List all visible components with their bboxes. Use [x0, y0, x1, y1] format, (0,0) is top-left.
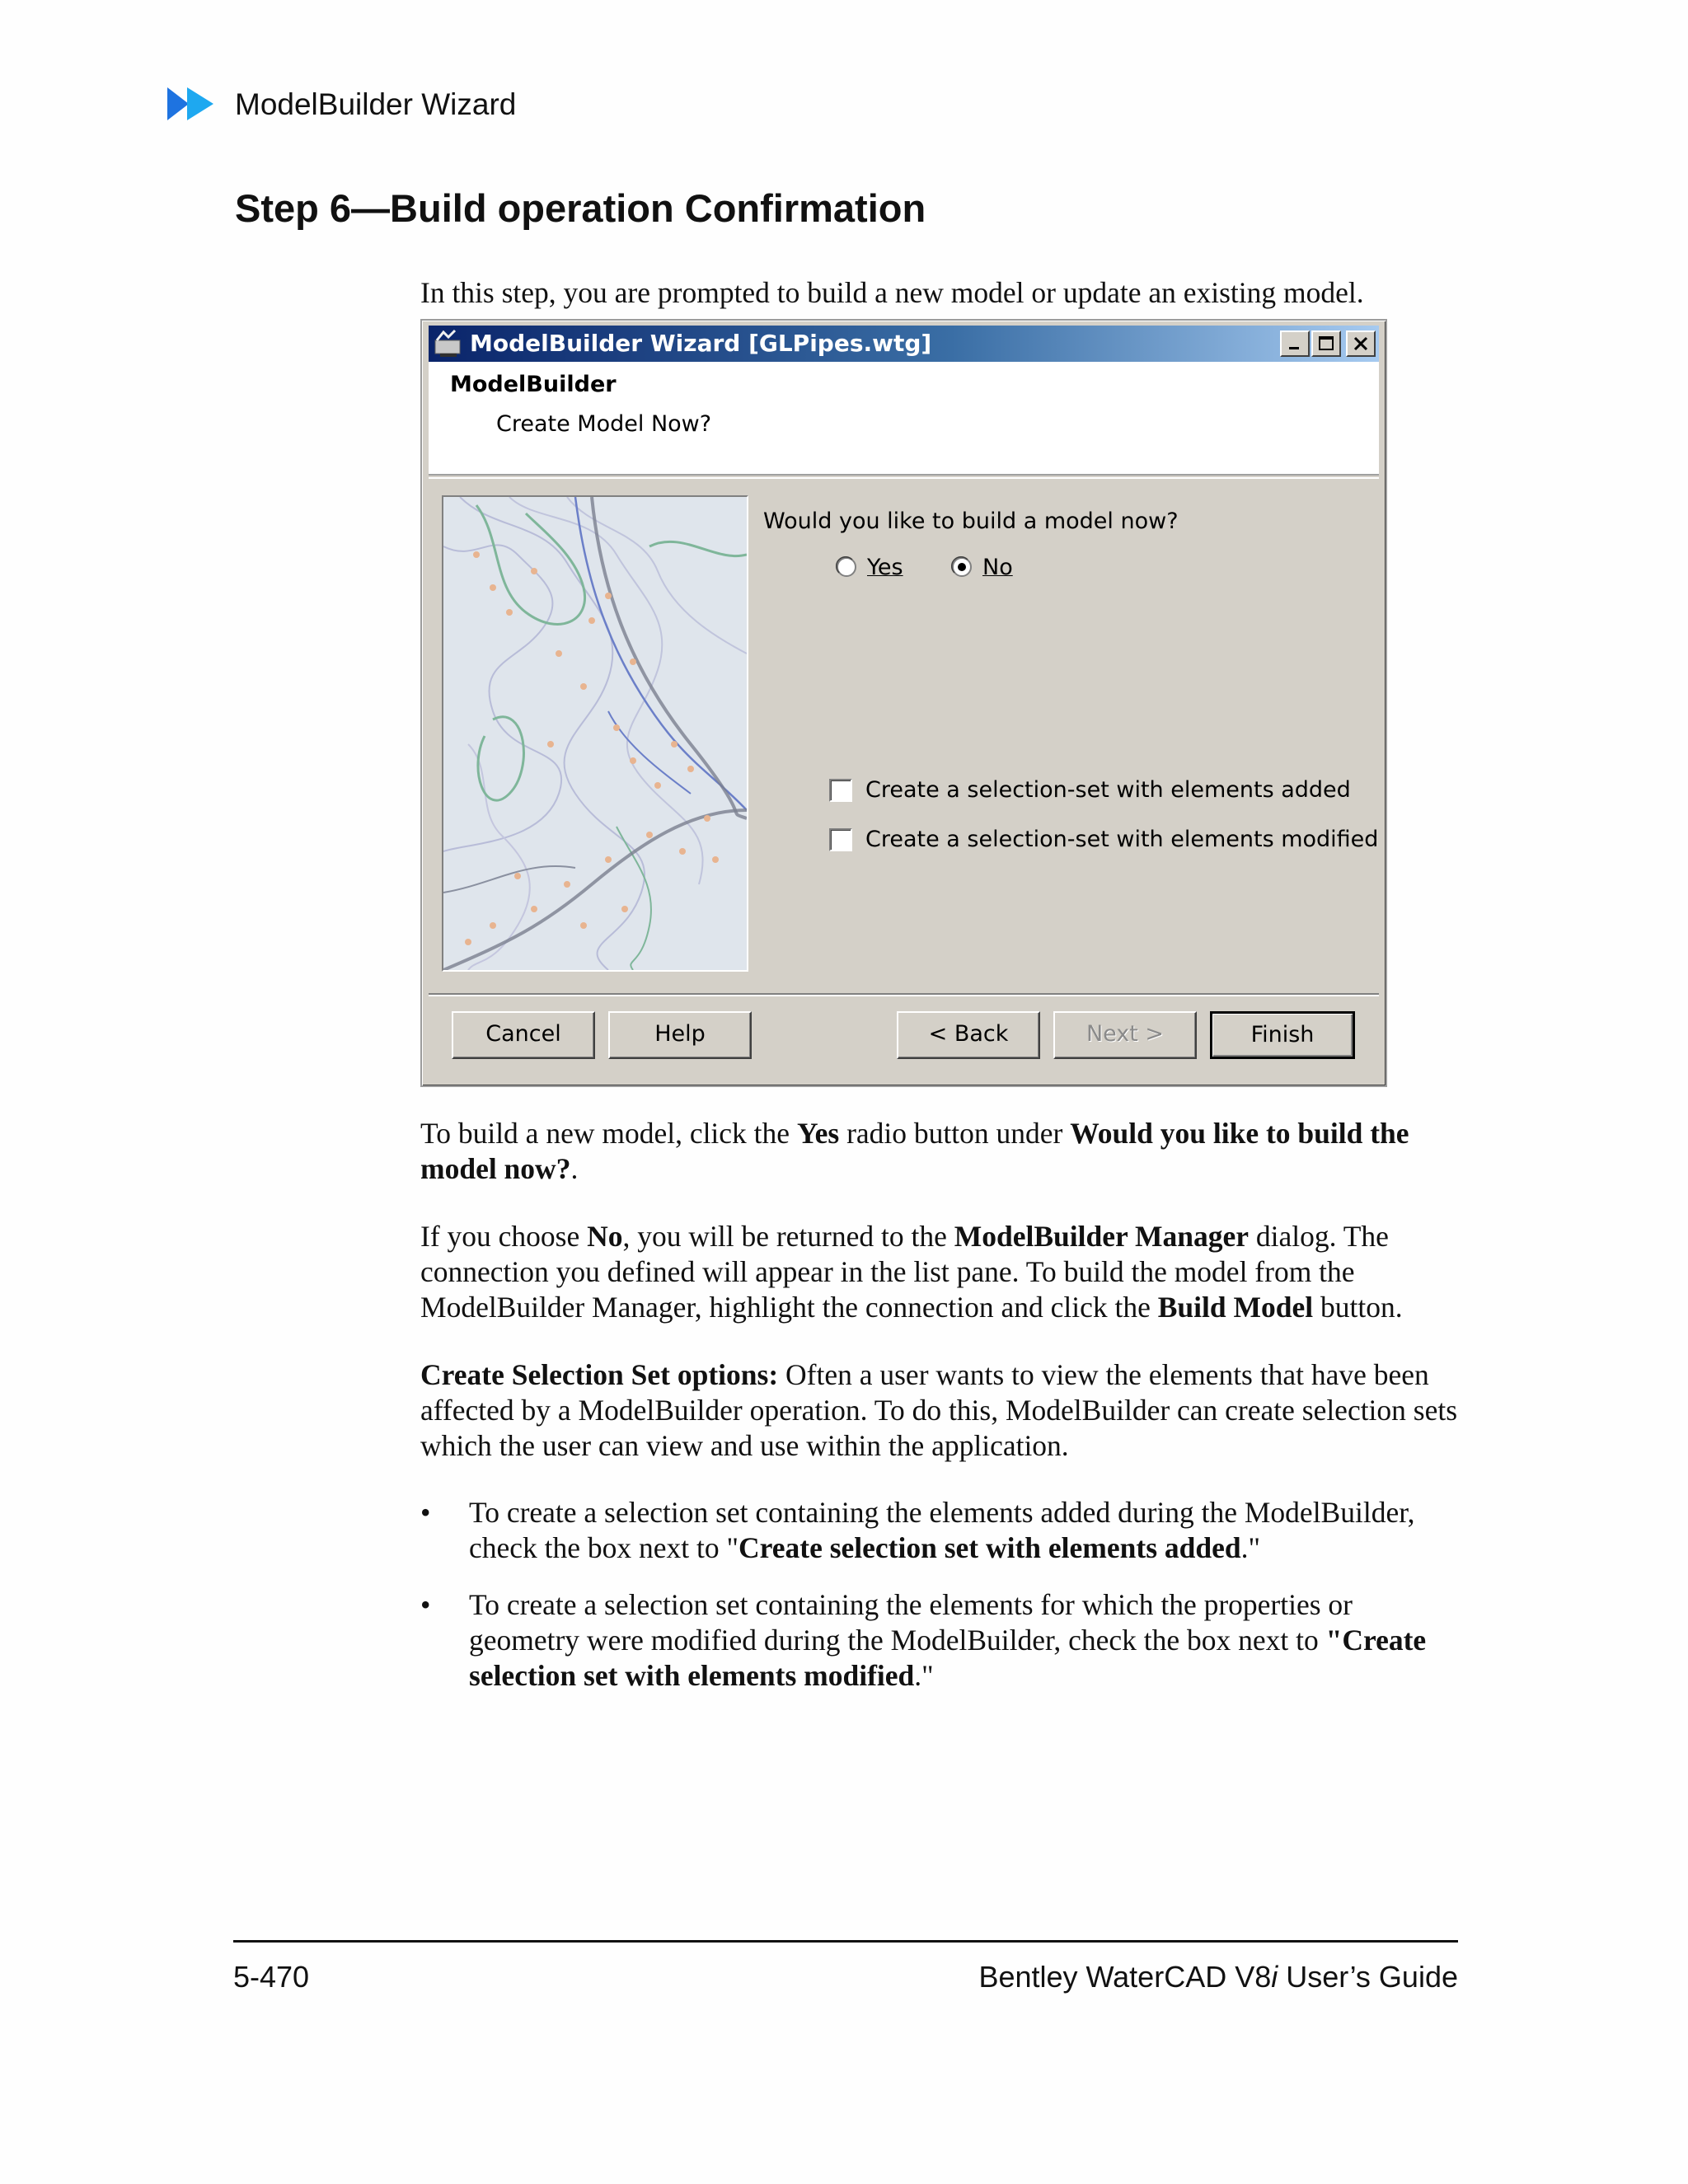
- text-run: To create a selection set containing the elements for which the properties or geometry were modified during the ModelBuilder, check the box next to: [469, 1588, 1353, 1657]
- bold-run: Create Selection Set options:: [420, 1358, 779, 1391]
- text-run: dialog. The connection you defined will appear in the list pane. To build the model from the ModelBuilder Manager, highlight the connection and click the: [420, 1220, 1389, 1324]
- bold-run: Would you like to build the model now?: [420, 1117, 1409, 1185]
- text-run: .": [1240, 1531, 1260, 1564]
- checkbox-elements-added[interactable]: [829, 779, 852, 802]
- guide-title-suffix: User’s Guide: [1278, 1960, 1458, 1994]
- banner-divider: [429, 477, 1379, 479]
- paragraph-build-new: [420, 1116, 1459, 1187]
- contour-map-icon: [443, 497, 747, 970]
- bold-run: ModelBuilder Manager: [954, 1220, 1250, 1253]
- text-run: .: [570, 1152, 579, 1185]
- next-button[interactable]: Next >: [1053, 1011, 1197, 1059]
- running-header: ModelBuilder Wizard: [235, 87, 517, 121]
- radio-no[interactable]: [951, 556, 973, 578]
- checkbox-elements-modified[interactable]: [829, 828, 852, 851]
- maximize-icon: [1318, 336, 1334, 351]
- text-run: Often a user wants to view the elements that have been affected by a ModelBuilder operation. To do this, ModelBuilder can create selection sets which the user can view and use within the application.: [420, 1358, 1458, 1462]
- text-run: .": [914, 1659, 934, 1692]
- banner-subtitle: Create Model Now?: [496, 411, 712, 437]
- radio-yes[interactable]: [836, 556, 857, 578]
- intro-text: In this step, you are prompted to build a new model or update an existing model.: [420, 276, 1364, 309]
- double-arrow-icon: [167, 86, 220, 122]
- map-preview-image: [442, 495, 748, 972]
- bullet-marker: •: [420, 1588, 431, 1621]
- cancel-button[interactable]: Cancel: [452, 1011, 595, 1059]
- bold-run: Create selection set with elements added: [738, 1531, 1241, 1564]
- section-heading: Step 6—Build operation Confirmation: [235, 186, 926, 230]
- build-question: Would you like to build a model now?: [763, 509, 1179, 534]
- app-icon: [434, 329, 465, 359]
- minimize-button[interactable]: [1280, 330, 1310, 357]
- text-run: button.: [1313, 1291, 1403, 1324]
- finish-button[interactable]: Finish: [1210, 1011, 1355, 1059]
- text-run: If you choose: [420, 1220, 588, 1253]
- text-run: radio button under: [839, 1117, 1071, 1150]
- bold-run: No: [587, 1220, 623, 1253]
- bold-run: Yes: [796, 1117, 840, 1150]
- bold-run: "Create selection set with elements modified: [469, 1624, 1427, 1692]
- text-run: , you will be returned to the: [622, 1220, 954, 1253]
- guide-title-prefix: Bentley WaterCAD V8: [978, 1960, 1272, 1994]
- bullet-elements-added: [469, 1495, 1458, 1566]
- banner-title: ModelBuilder: [450, 372, 617, 397]
- help-button[interactable]: Help: [608, 1011, 752, 1059]
- dialog-title: ModelBuilder Wizard [GLPipes.wtg]: [470, 330, 932, 357]
- checkbox-elements-added-label[interactable]: Create a selection-set with elements added: [865, 777, 1351, 803]
- guide-title-italic: i: [1271, 1960, 1278, 1994]
- minimize-icon: [1287, 336, 1303, 351]
- radio-yes-label[interactable]: Yes: [867, 555, 903, 580]
- guide-title: [824, 1960, 1458, 1994]
- footer-rule: [233, 1940, 1458, 1943]
- paragraph-choose-no: [420, 1219, 1459, 1325]
- bullet-elements-modified: [469, 1587, 1458, 1694]
- radio-no-label[interactable]: No: [982, 555, 1013, 580]
- close-button[interactable]: [1346, 330, 1376, 357]
- wizard-banner: [429, 362, 1379, 476]
- maximize-button[interactable]: [1311, 330, 1341, 357]
- close-icon: [1353, 336, 1369, 351]
- text-run: To create a selection set containing the elements added during the ModelBuilder, check the box next to ": [469, 1496, 1415, 1564]
- bold-run: Build Model: [1157, 1291, 1314, 1324]
- page-number: 5-470: [233, 1960, 310, 1994]
- button-bar-divider-highlight: [429, 995, 1379, 996]
- paragraph-selection-set-options: [420, 1357, 1459, 1464]
- checkbox-elements-modified-label[interactable]: Create a selection-set with elements modified: [865, 827, 1379, 852]
- wizard-dialog: [420, 319, 1387, 1087]
- dialog-titlebar[interactable]: [429, 326, 1379, 362]
- text-run: To build a new model, click the: [420, 1117, 797, 1150]
- back-button[interactable]: < Back: [897, 1011, 1040, 1059]
- bullet-marker: •: [420, 1496, 431, 1529]
